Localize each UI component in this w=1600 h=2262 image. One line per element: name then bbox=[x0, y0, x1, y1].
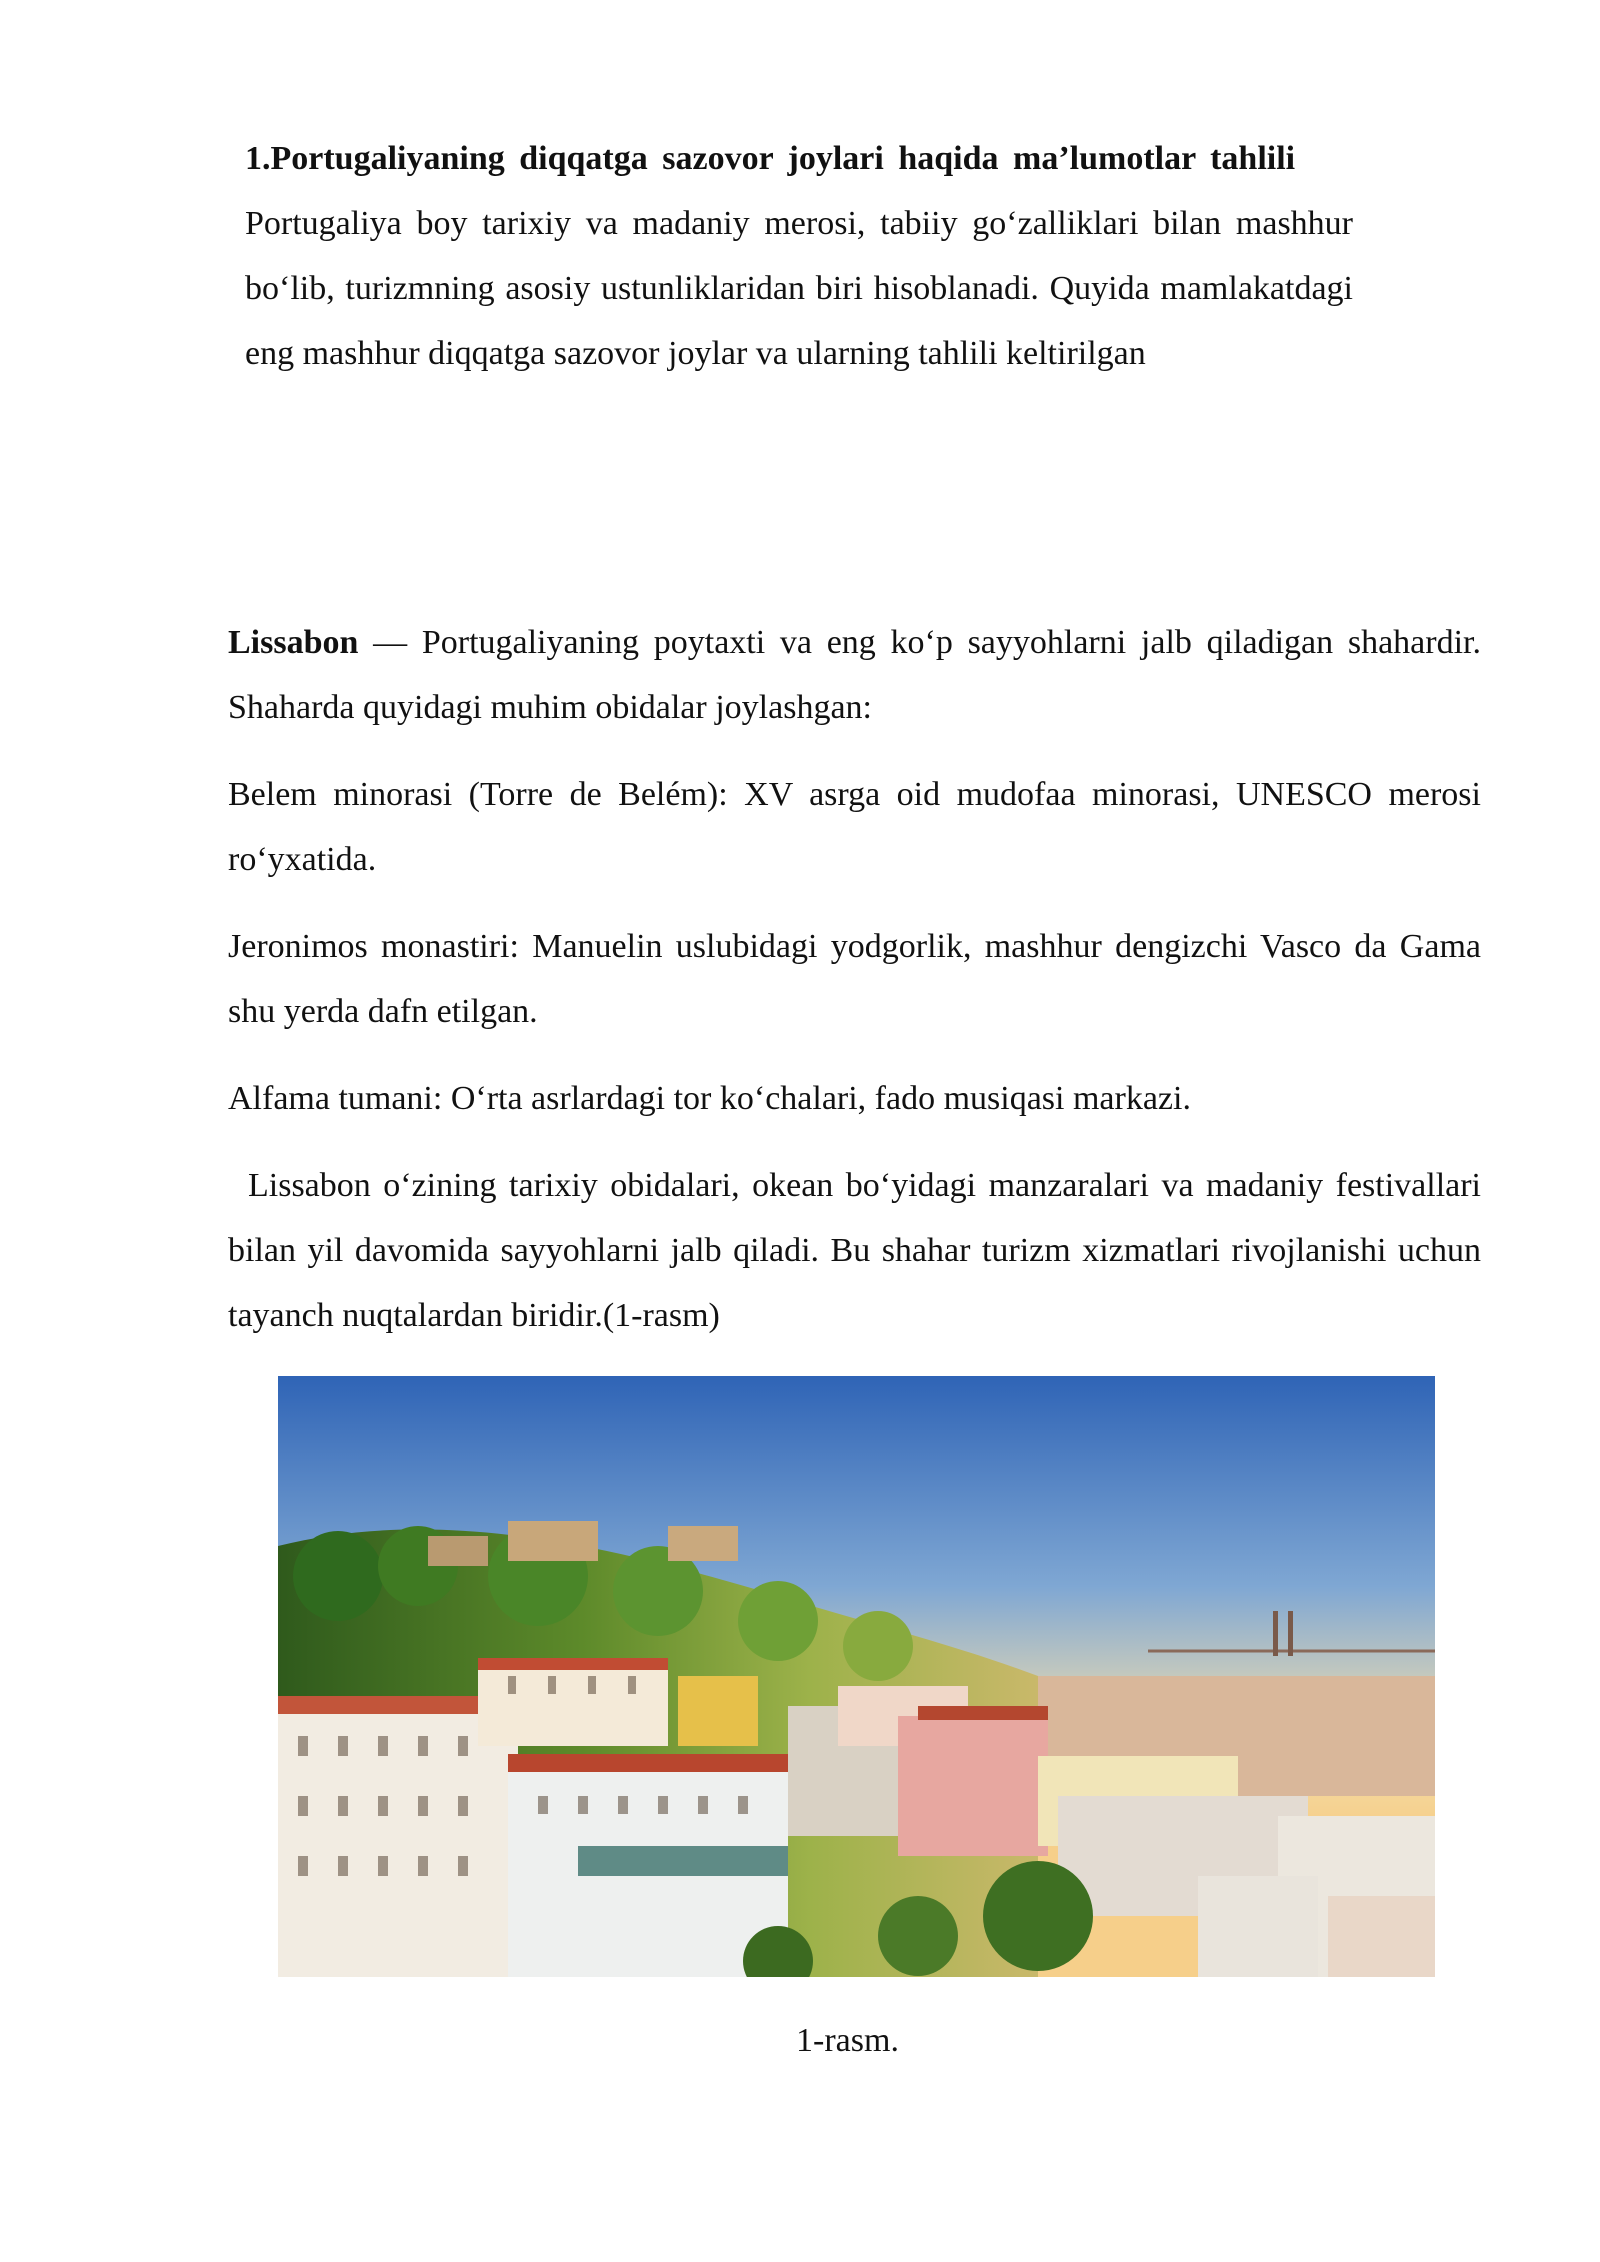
lisbon-cityscape-image bbox=[278, 1376, 1435, 1977]
lisbon-summary-paragraph: Lissabon o‘zining tarixiy obidalari, okean bo‘yidagi manzaralari va madaniy festivallari bilan yil davomida sayyohlarni jalb qiladi. Bu shahar turizm xizmatlari rivojlanishi uchun tayanch nuqtalardan biridir.(1-rasm) bbox=[228, 1167, 1481, 1334]
lisbon-intro-paragraph bbox=[228, 610, 1481, 740]
landmark-jeronimos: Jeronimos monastiri: Manuelin uslubidagi yodgorlik, mashhur dengizchi Vasco da Gama shu yerda dafn etilgan. bbox=[228, 928, 1481, 1030]
lisbon-section bbox=[228, 610, 1481, 1370]
lisbon-name: Lissabon bbox=[228, 624, 359, 661]
figure-caption: 1-rasm. bbox=[796, 2022, 899, 2059]
lisbon-intro-text: — Portugaliyaning poytaxti va eng ko‘p sayyohlarni jalb qiladigan shahardir. Shaharda quyidagi muhim obidalar joylashgan: bbox=[228, 624, 1481, 726]
section-heading: 1.Portugaliyaning diqqatga sazovor joylari haqida ma’lumotlar tahlili bbox=[245, 140, 1296, 177]
landmark-alfama: Alfama tumani: O‘rta asrlardagi tor ko‘chalari, fado musiqasi markazi. bbox=[228, 1080, 1191, 1117]
landmark-belem: Belem minorasi (Torre de Belém): XV asrga oid mudofaa minorasi, UNESCO merosi ro‘yxatida. bbox=[228, 776, 1481, 878]
lisbon-photo bbox=[278, 1376, 1435, 1977]
intro-paragraph: Portugaliya boy tarixiy va madaniy merosi, tabiiy go‘zalliklari bilan mashhur bo‘lib, turizmning asosiy ustunliklaridan biri hisoblanadi. Quyida mamlakatdagi eng mashhur diqqatga sazovor joylar va ularning tahlili keltirilgan bbox=[245, 205, 1353, 372]
section-intro bbox=[245, 126, 1353, 386]
